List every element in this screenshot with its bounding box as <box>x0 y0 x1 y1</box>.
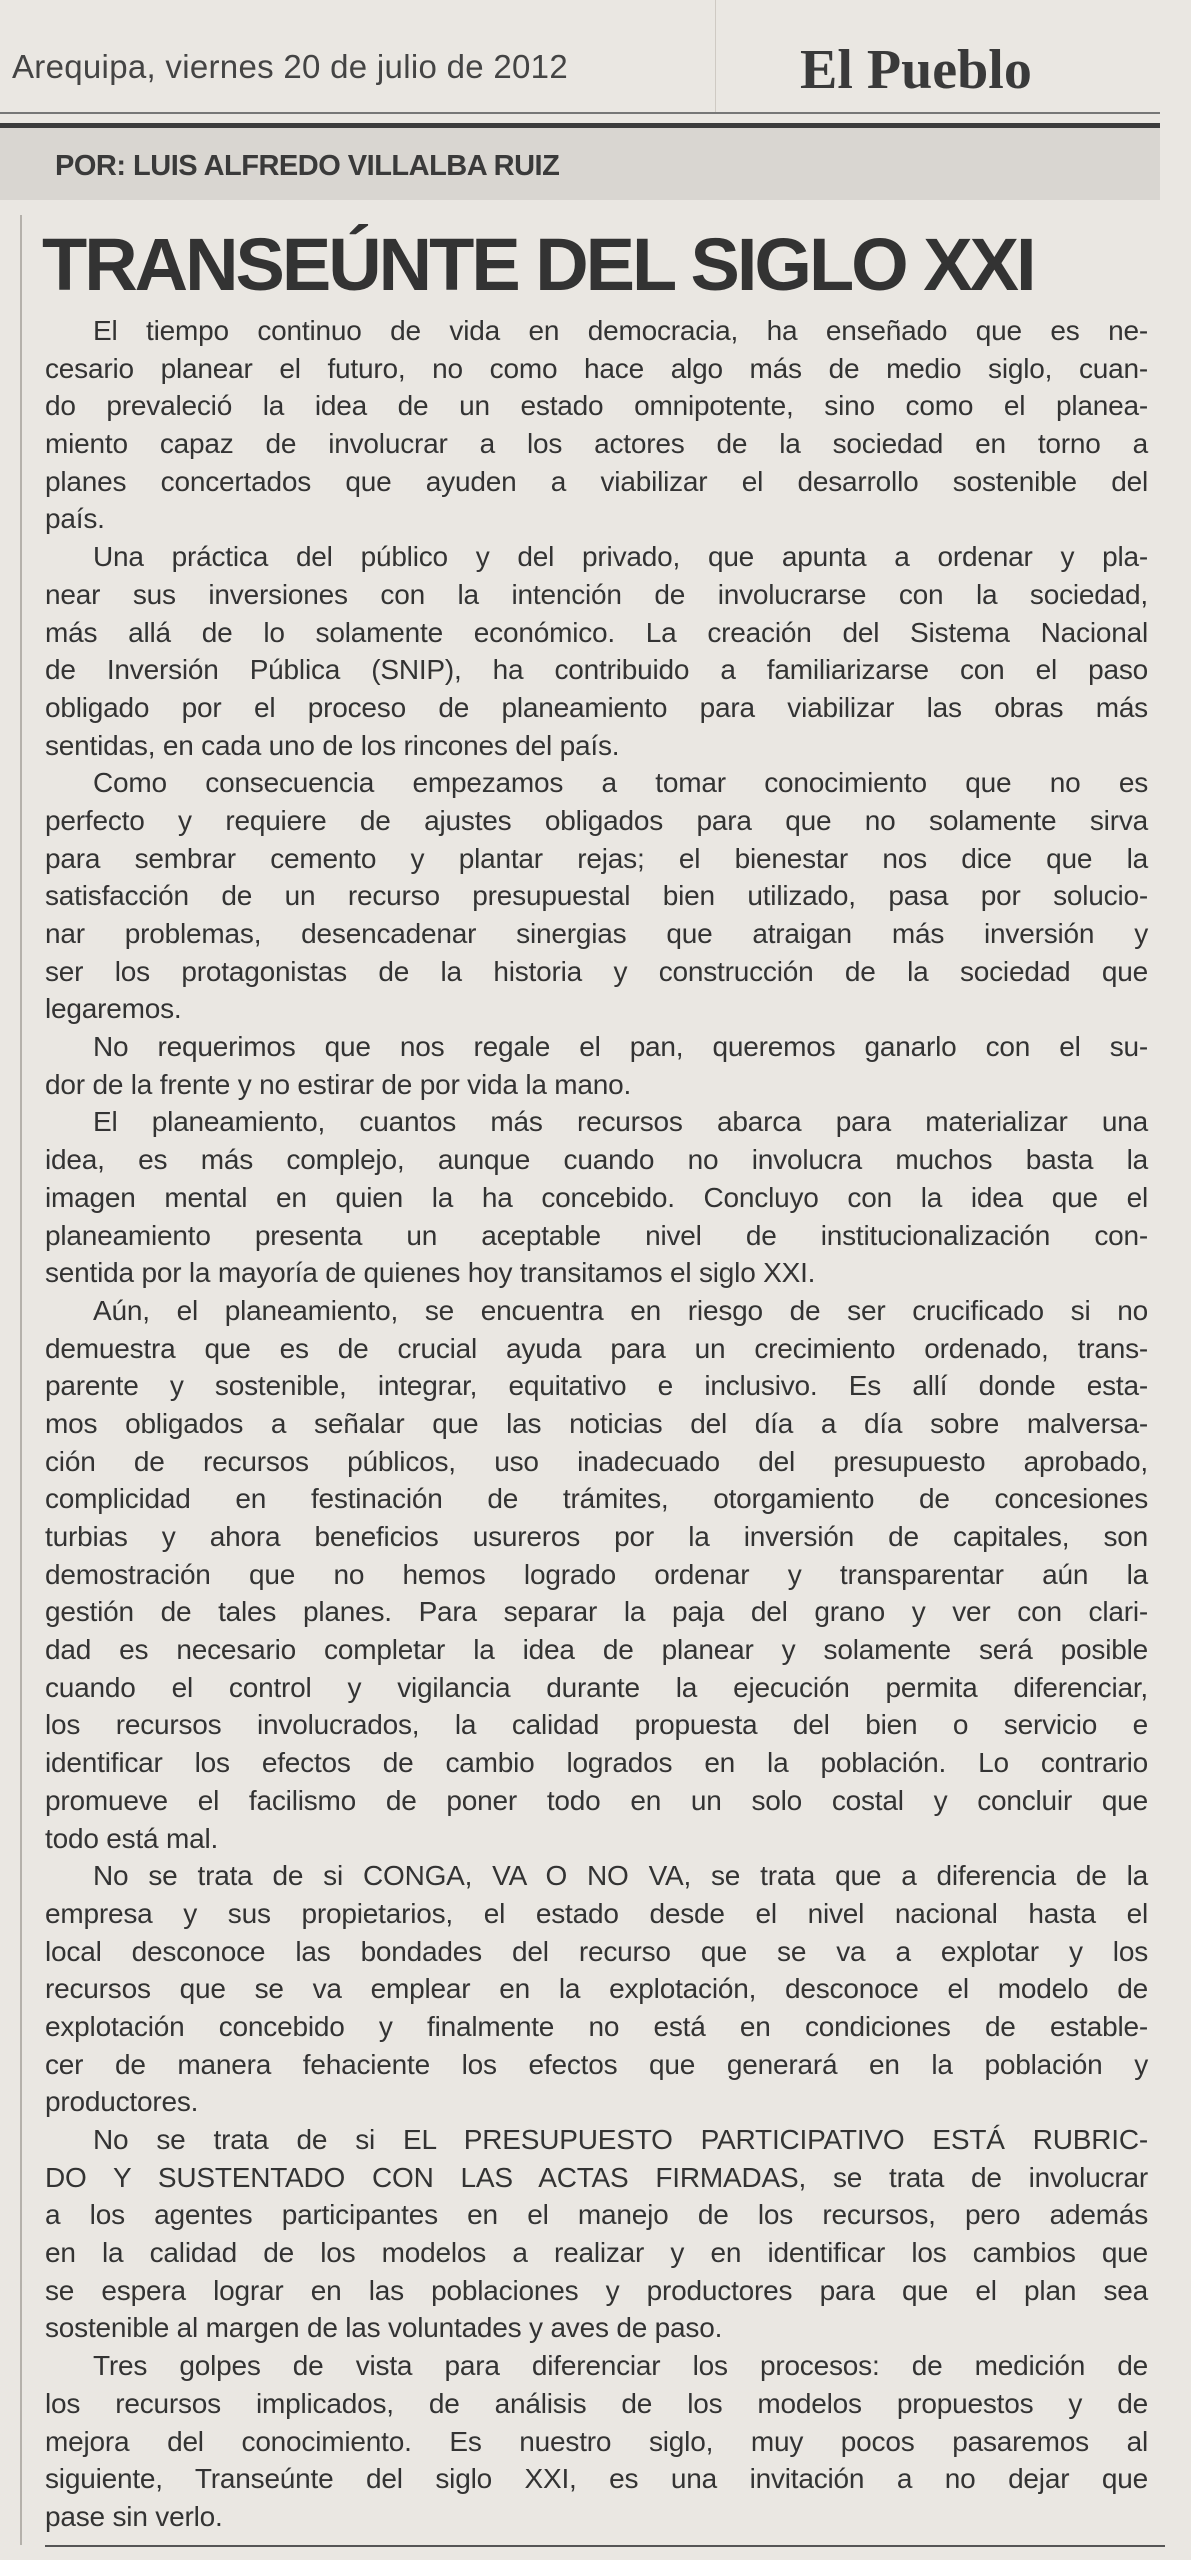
footer-rule <box>45 2545 1165 2547</box>
article-paragraph <box>45 2121 1148 2347</box>
paragraph-line: cesario planear el futuro, no como hace algo más de medio siglo, cuan- <box>45 352 1148 384</box>
paragraph-line: Una práctica del público y del privado, que apunta a ordenar y pla- <box>93 541 1148 573</box>
paragraph-line: mos obligados a señalar que las noticias del día a día sobre malversa- <box>45 1407 1148 1439</box>
paragraph-line: perfecto y requiere de ajustes obligados para que no solamente sirva <box>45 804 1148 836</box>
article-paragraph <box>45 2347 1148 2535</box>
paragraph-line: No se trata de si EL PRESUPUESTO PARTICIPATIVO ESTÁ RUBRIC- <box>93 2124 1148 2155</box>
paragraph-line: explotación concebido y finalmente no está en condiciones de estable- <box>45 2010 1148 2042</box>
article-paragraph <box>45 764 1148 1028</box>
paragraph-line: nar problemas, desencadenar sinergias que atraigan más inversión y <box>45 918 1148 949</box>
paragraph-line: cer de manera fehaciente los efectos que generará en la población y <box>45 2048 1148 2080</box>
paragraph-line: pase sin verlo. <box>45 2500 223 2532</box>
paragraph-line: los recursos involucrados, la calidad propuesta del bien o servicio e <box>45 1709 1148 1741</box>
paragraph-line: complicidad en festinación de trámites, otorgamiento de concesiones <box>45 1483 1148 1515</box>
paragraph-line: idea, es más complejo, aunque cuando no involucra muchos basta la <box>45 1144 1148 1176</box>
paragraph-line: obligado por el proceso de planeamiento para viabilizar las obras más <box>45 691 1148 723</box>
paragraph-line: Aún, el planeamiento, se encuentra en riesgo de ser crucificado si no <box>93 1294 1148 1326</box>
paragraph-line: do prevaleció la idea de un estado omnipotente, sino como el planea- <box>45 390 1148 422</box>
paragraph-line: sentida por la mayoría de quienes hoy transitamos el siglo XXI. <box>45 1257 816 1289</box>
paragraph-line: parente y sostenible, integrar, equitativo e inclusivo. Es allí donde esta- <box>45 1370 1148 1402</box>
paragraph-line: sostenible al margen de las voluntades y aves de paso. <box>45 2312 723 2344</box>
paragraph-line: dor de la frente y no estirar de por vida la mano. <box>45 1068 632 1100</box>
publication-date: Arequipa, viernes 20 de julio de 2012 <box>12 48 568 85</box>
author-byline: POR: LUIS ALFREDO VILLALBA RUIZ <box>55 150 560 182</box>
paragraph-line: empresa y sus propietarios, el estado desde el nivel nacional hasta el <box>45 1897 1148 1929</box>
paragraph-line: satisfacción de un recurso presupuestal bien utilizado, pasa por solucio- <box>45 880 1148 912</box>
paragraph-line: a los agentes participantes en el manejo de los recursos, pero además <box>45 2199 1148 2231</box>
paragraph-line: No requerimos que nos regale el pan, queremos ganarlo con el su- <box>93 1031 1148 1063</box>
paragraph-line: Tres golpes de vista para diferenciar los procesos: de medición de <box>93 2350 1148 2382</box>
header-divider <box>715 0 716 112</box>
paragraph-line: para sembrar cemento y plantar rejas; el bienestar nos dice que la <box>45 842 1148 874</box>
paragraph-line: más allá de lo solamente económico. La creación del Sistema Nacional <box>45 616 1148 648</box>
article-title: TRANSEÚNTE DEL SIGLO XXI <box>42 223 1034 306</box>
paragraph-line: ser los protagonistas de la historia y construcción de la sociedad que <box>45 955 1148 987</box>
article-paragraph <box>45 1857 1148 2121</box>
paragraph-line: se espera lograr en las poblaciones y productores para que el plan sea <box>45 2274 1148 2306</box>
paragraph-line: local desconoce las bondades del recurso que se va a explotar y los <box>45 1935 1148 1967</box>
paragraph-line: identificar los efectos de cambio logrados en la población. Lo contrario <box>45 1747 1148 1779</box>
paragraph-line: planes concertados que ayuden a viabilizar el desarrollo sostenible del <box>45 465 1148 497</box>
paragraph-line: siguiente, Transeúnte del siglo XXI, es una invitación a no dejar que <box>45 2463 1148 2495</box>
article-paragraph <box>45 1292 1148 1857</box>
article-body <box>45 312 1148 2536</box>
paragraph-line: productores. <box>45 2086 199 2118</box>
paragraph-line: sentidas, en cada uno de los rincones del país. <box>45 729 620 761</box>
paragraph-line: de Inversión Pública (SNIP), ha contribuido a familiarizarse con el paso <box>45 654 1148 686</box>
article-paragraph <box>45 538 1148 764</box>
paragraph-line: recursos que se va emplear en la explotación, desconoce el modelo de <box>45 1973 1148 2005</box>
paragraph-line: país. <box>45 503 105 535</box>
paragraph-line: gestión de tales planes. Para separar la paja del grano y ver con clari- <box>45 1596 1148 1628</box>
paragraph-line: legaremos. <box>45 993 182 1025</box>
paragraph-line: No se trata de si CONGA, VA O NO VA, se trata que a diferencia de la <box>93 1860 1148 1892</box>
paragraph-line: en la calidad de los modelos a realizar y en identificar los cambios que <box>45 2237 1148 2269</box>
paragraph-line: El planeamiento, cuantos más recursos abarca para materializar una <box>93 1106 1148 1138</box>
article-paragraph <box>45 312 1148 538</box>
paragraph-line: miento capaz de involucrar a los actores de la sociedad en torno a <box>45 428 1148 460</box>
paragraph-line: mejora del conocimiento. Es nuestro siglo, muy pocos pasaremos al <box>45 2425 1148 2457</box>
paragraph-line: Como consecuencia empezamos a tomar conocimiento que no es <box>93 767 1148 799</box>
paragraph-line: todo está mal. <box>45 1822 219 1854</box>
paragraph-line: planeamiento presenta un aceptable nivel de institucionalización con- <box>45 1219 1148 1251</box>
article-paragraph <box>45 1103 1148 1291</box>
column-border <box>20 215 22 2545</box>
paragraph-line: ción de recursos públicos, uso inadecuado del presupuesto aprobado, <box>45 1445 1148 1477</box>
newspaper-name: El Pueblo <box>800 39 1032 101</box>
header-rule <box>0 112 1160 114</box>
article-paragraph <box>45 1028 1148 1103</box>
paragraph-line: turbias y ahora beneficios usureros por la inversión de capitales, son <box>45 1521 1148 1552</box>
paragraph-line: demuestra que es de crucial ayuda para un crecimiento ordenado, trans- <box>45 1332 1148 1364</box>
paragraph-line: cuando el control y vigilancia durante la ejecución permita diferenciar, <box>45 1671 1148 1703</box>
paragraph-line: dad es necesario completar la idea de planear y solamente será posible <box>45 1634 1148 1666</box>
paragraph-line: DO Y SUSTENTADO CON LAS ACTAS FIRMADAS, se trata de involucrar <box>45 2161 1148 2193</box>
paragraph-line: imagen mental en quien la ha concebido. Concluyo con la idea que el <box>45 1181 1148 1213</box>
paragraph-line: El tiempo continuo de vida en democracia, ha enseñado que es ne- <box>93 315 1148 346</box>
paragraph-line: promueve el facilismo de poner todo en un solo costal y concluir que <box>45 1784 1148 1816</box>
paragraph-line: los recursos implicados, de análisis de los modelos propuestos y de <box>45 2387 1148 2419</box>
paragraph-line: demostración que no hemos logrado ordenar y transparentar aún la <box>45 1558 1148 1590</box>
paragraph-line: near sus inversiones con la intención de involucrarse con la sociedad, <box>45 578 1148 610</box>
